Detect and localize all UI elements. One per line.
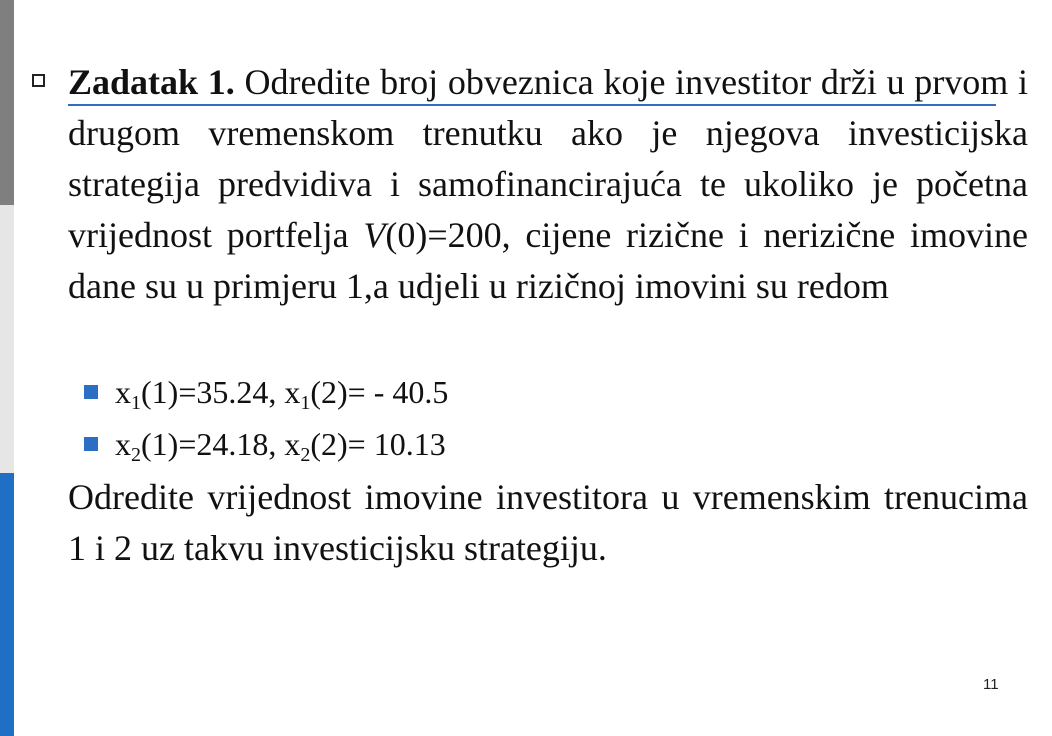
var-subscript: 2 [131,444,141,466]
task-statement [68,57,1028,312]
task-intro-part2: (0)=200, cijene rizične i nerizične imovine dane su u primjeru 1,a udjeli u rizičnoj imovini su redom [68,215,1028,306]
var-value: (2)= - 40.5 [310,374,449,410]
task-intro-part1: Odredite broj obveznica koje investitor drži u prvom i drugom vremenskom trenutku ako je njegova investicijska strategija predvidiva i samofinancirajuća te ukoliko je početna vrijednost portfelja [68,62,1028,255]
var-symbol: x [284,426,301,462]
var-subscript: 1 [300,392,311,414]
holding-values-2 [115,426,446,466]
var-value: (1)=24.18, [141,426,285,462]
side-strip-light [0,205,14,473]
list-item [84,418,448,470]
var-symbol: x [115,426,131,462]
blue-square-bullet-icon [84,437,98,451]
page-number: 11 [983,676,999,693]
var-value: (1)=35.24, [141,374,285,410]
list-item [84,366,448,418]
side-strip-gray [0,0,14,205]
hollow-square-bullet-icon [32,74,45,87]
task-title: Zadatak 1. [68,62,235,102]
holdings-list [84,366,448,470]
portfolio-value-symbol: V [363,215,386,255]
var-subscript: 2 [300,444,311,466]
blue-square-bullet-icon [84,385,98,399]
conclusion-text: Odredite vrijednost imovine investitora u vremenskim trenucima 1 i 2 uz takvu investicijsku strategiju. [68,477,1028,568]
var-symbol: x [284,374,301,410]
holding-values-1 [115,374,449,414]
var-symbol: x [115,374,131,410]
var-subscript: 1 [131,392,141,414]
side-strip-blue [0,473,14,736]
var-value: (2)= 10.13 [310,426,446,462]
